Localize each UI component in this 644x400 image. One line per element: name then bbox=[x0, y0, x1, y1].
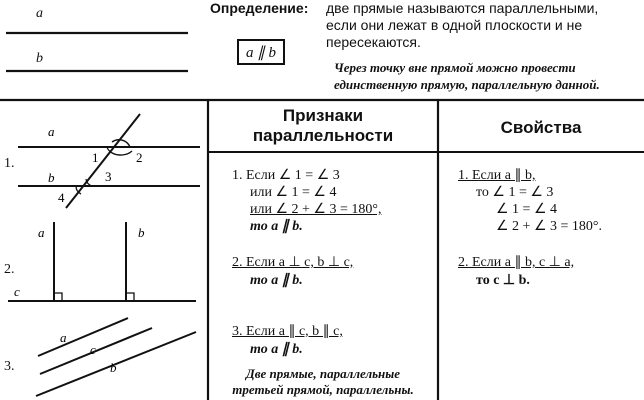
axiom-line-2: единственную прямую, параллельную данной. bbox=[334, 77, 600, 92]
signs-header-line-1: Признаки bbox=[282, 106, 364, 125]
signs-note bbox=[208, 366, 438, 398]
fig1-label-b: b bbox=[48, 170, 55, 185]
line-a-label: a bbox=[36, 6, 43, 21]
property-1-line-1: 1. Если a ∥ b, bbox=[458, 168, 536, 183]
definition-label: Определение: bbox=[210, 0, 309, 16]
sign-3-line-2: то a ∥ b. bbox=[250, 342, 303, 357]
definition-line-3: пересекаются. bbox=[326, 34, 421, 50]
fig1-angle-1: 1 bbox=[92, 150, 99, 165]
sign-1-line-2: или ∠ 1 = ∠ 4 bbox=[250, 185, 337, 200]
sign-2-line-2: то a ∥ b. bbox=[250, 273, 303, 288]
fig3-line-c bbox=[40, 328, 152, 374]
fig3-label-b: b bbox=[110, 360, 117, 375]
fig1-angle-4: 4 bbox=[58, 190, 65, 205]
row-2-number: 2. bbox=[4, 262, 15, 277]
figure-1-transversal bbox=[0, 100, 208, 210]
property-1-line-4: ∠ 2 + ∠ 3 = 180°. bbox=[496, 219, 602, 234]
signs-header bbox=[208, 106, 438, 146]
fig3-label-a: a bbox=[60, 330, 67, 345]
definition-line-1: две прямые называются параллельными, bbox=[326, 0, 599, 16]
property-2-line-1: 2. Если a ∥ b, c ⊥ a, bbox=[458, 255, 575, 270]
sign-2-line-1: 2. Если a ⊥ c, b ⊥ c, bbox=[232, 255, 354, 270]
figure-3-three-parallels bbox=[0, 310, 208, 400]
fig1-transversal bbox=[66, 114, 140, 208]
properties-header: Свойства bbox=[500, 118, 582, 137]
property-2 bbox=[458, 254, 574, 290]
fig2-label-a: a bbox=[38, 225, 45, 240]
definition-line-2: если они лежат в одной плоскости и не bbox=[326, 17, 583, 33]
signs-note-line-1: Две прямые, параллельные bbox=[245, 366, 401, 381]
sign-2 bbox=[232, 254, 353, 290]
fig2-right-angle-a bbox=[54, 293, 62, 301]
signs-note-line-2: третьей прямой, параллельны. bbox=[232, 382, 414, 397]
sign-1-line-3: или ∠ 2 + ∠ 3 = 180°, bbox=[250, 202, 382, 217]
fig3-label-c: c bbox=[90, 342, 96, 357]
property-1-line-2: то ∠ 1 = ∠ 3 bbox=[476, 185, 554, 200]
fig1-angle-3: 3 bbox=[105, 169, 112, 184]
sign-1-line-1: 1. Если ∠ 1 = ∠ 3 bbox=[232, 168, 340, 183]
fig1-angle-2: 2 bbox=[136, 150, 143, 165]
property-1-line-3: ∠ 1 = ∠ 4 bbox=[496, 202, 557, 217]
sign-3-line-1: 3. Если a ∥ c, b ∥ c, bbox=[232, 324, 343, 339]
property-2-line-2: то c ⊥ b. bbox=[476, 273, 530, 288]
signs-header-line-2: параллельности bbox=[252, 126, 394, 145]
fig2-label-b: b bbox=[138, 225, 145, 240]
sign-1-line-4: то a ∥ b. bbox=[250, 219, 303, 234]
axiom-line-1: Через точку вне прямой можно провести bbox=[334, 60, 576, 75]
row-1-number: 1. bbox=[4, 156, 15, 171]
row-3-number: 3. bbox=[4, 359, 15, 374]
fig2-label-c: c bbox=[14, 284, 20, 299]
line-b-label: b bbox=[36, 51, 43, 66]
sign-3 bbox=[232, 323, 343, 359]
fig1-label-a: a bbox=[48, 124, 55, 139]
sign-1 bbox=[232, 167, 381, 235]
fig3-line-a bbox=[38, 318, 128, 356]
fig2-right-angle-b bbox=[126, 293, 134, 301]
property-1 bbox=[458, 167, 602, 235]
parallel-symbol-box: a ∥ b bbox=[237, 39, 285, 65]
figure-2-perpendiculars bbox=[0, 210, 208, 310]
